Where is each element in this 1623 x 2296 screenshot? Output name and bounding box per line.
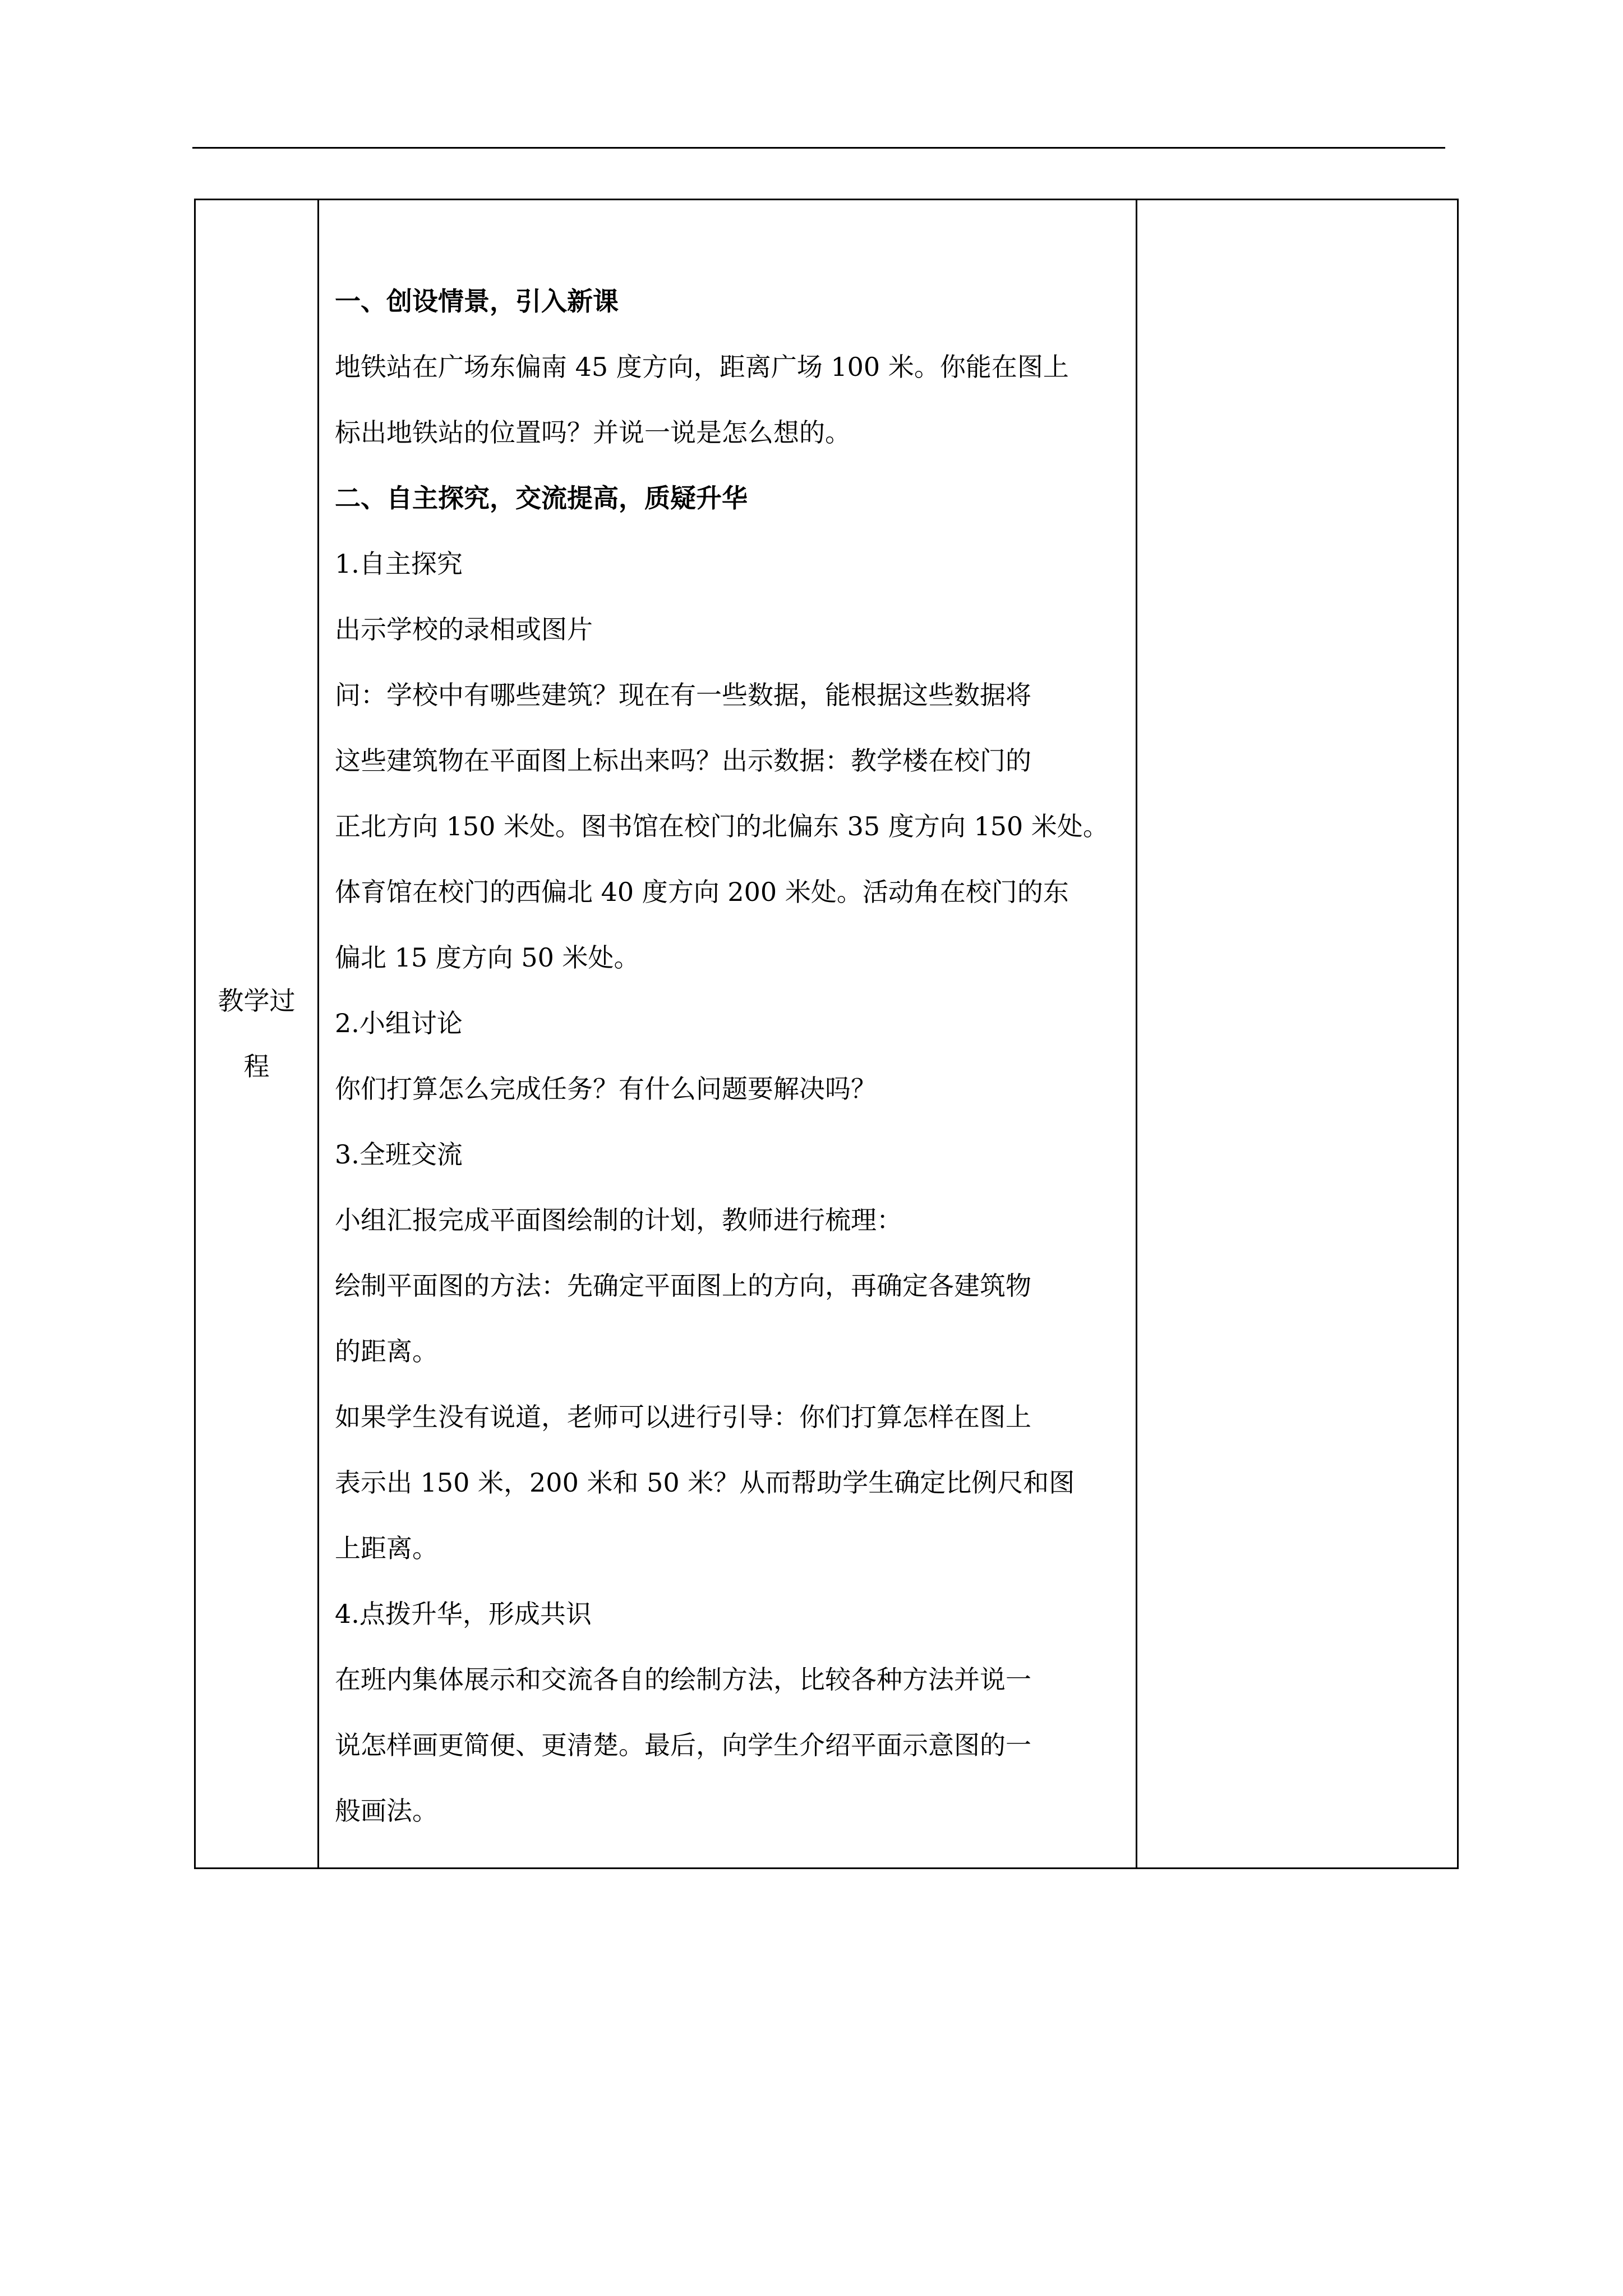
content-line: 体育馆在校门的西偏北 40 度方向 200 米处。活动角在校门的东 [335,877,1069,907]
content-line: 上距离。 [335,1533,438,1563]
content-line: 绘制平面图的方法：先确定平面图上的方向，再确定各建筑物 [335,1271,1031,1301]
content-line: 问：学校中有哪些建筑？现在有一些数据，能根据这些数据将 [335,680,1031,710]
content-line: 小组汇报完成平面图绘制的计划，教师进行梳理： [335,1205,902,1235]
content-cell [319,200,1137,1869]
content-line: 3.全班交流 [335,1139,463,1170]
content-line: 般画法。 [335,1796,438,1826]
content-line: 的距离。 [335,1336,438,1366]
content-line: 4.点拨升华，形成共识 [335,1599,592,1629]
header-rule [192,147,1445,149]
section-heading: 二、自主探究，交流提高，质疑升华 [335,483,748,513]
content-line: 如果学生没有说道，老师可以进行引导：你们打算怎样在图上 [335,1402,1031,1432]
content-line: 这些建筑物在平面图上标出来吗？出示数据：教学楼在校门的 [335,746,1031,776]
content-line: 偏北 15 度方向 50 米处。 [335,942,640,973]
content-line: 1.自主探究 [335,549,463,579]
content-line: 标出地铁站的位置吗？并说一说是怎么想的。 [335,417,851,448]
section-label-cell [195,200,319,1869]
lesson-content [319,224,1136,1844]
content-line: 你们打算怎么完成任务？有什么问题要解决吗？ [335,1074,877,1104]
section-heading: 一、创设情景，引入新课 [335,286,619,316]
lesson-plan-table [194,199,1459,1869]
content-line: 说怎样画更简便、更清楚。最后，向学生介绍平面示意图的一 [335,1730,1031,1760]
notes-cell [1137,200,1458,1869]
table-row [195,200,1458,1869]
content-line: 出示学校的录相或图片 [335,614,593,645]
content-line: 2.小组讨论 [335,1008,463,1038]
content-line: 表示出 150 米，200 米和 50 米？从而帮助学生确定比例尺和图 [335,1467,1075,1498]
content-line: 在班内集体展示和交流各自的绘制方法，比较各种方法并说一 [335,1664,1031,1695]
content-line: 地铁站在广场东偏南 45 度方向，距离广场 100 米。你能在图上 [335,352,1069,382]
section-label: 教学过程 [218,986,296,1082]
content-line: 正北方向 150 米处。图书馆在校门的北偏东 35 度方向 150 米处。 [335,811,1109,841]
